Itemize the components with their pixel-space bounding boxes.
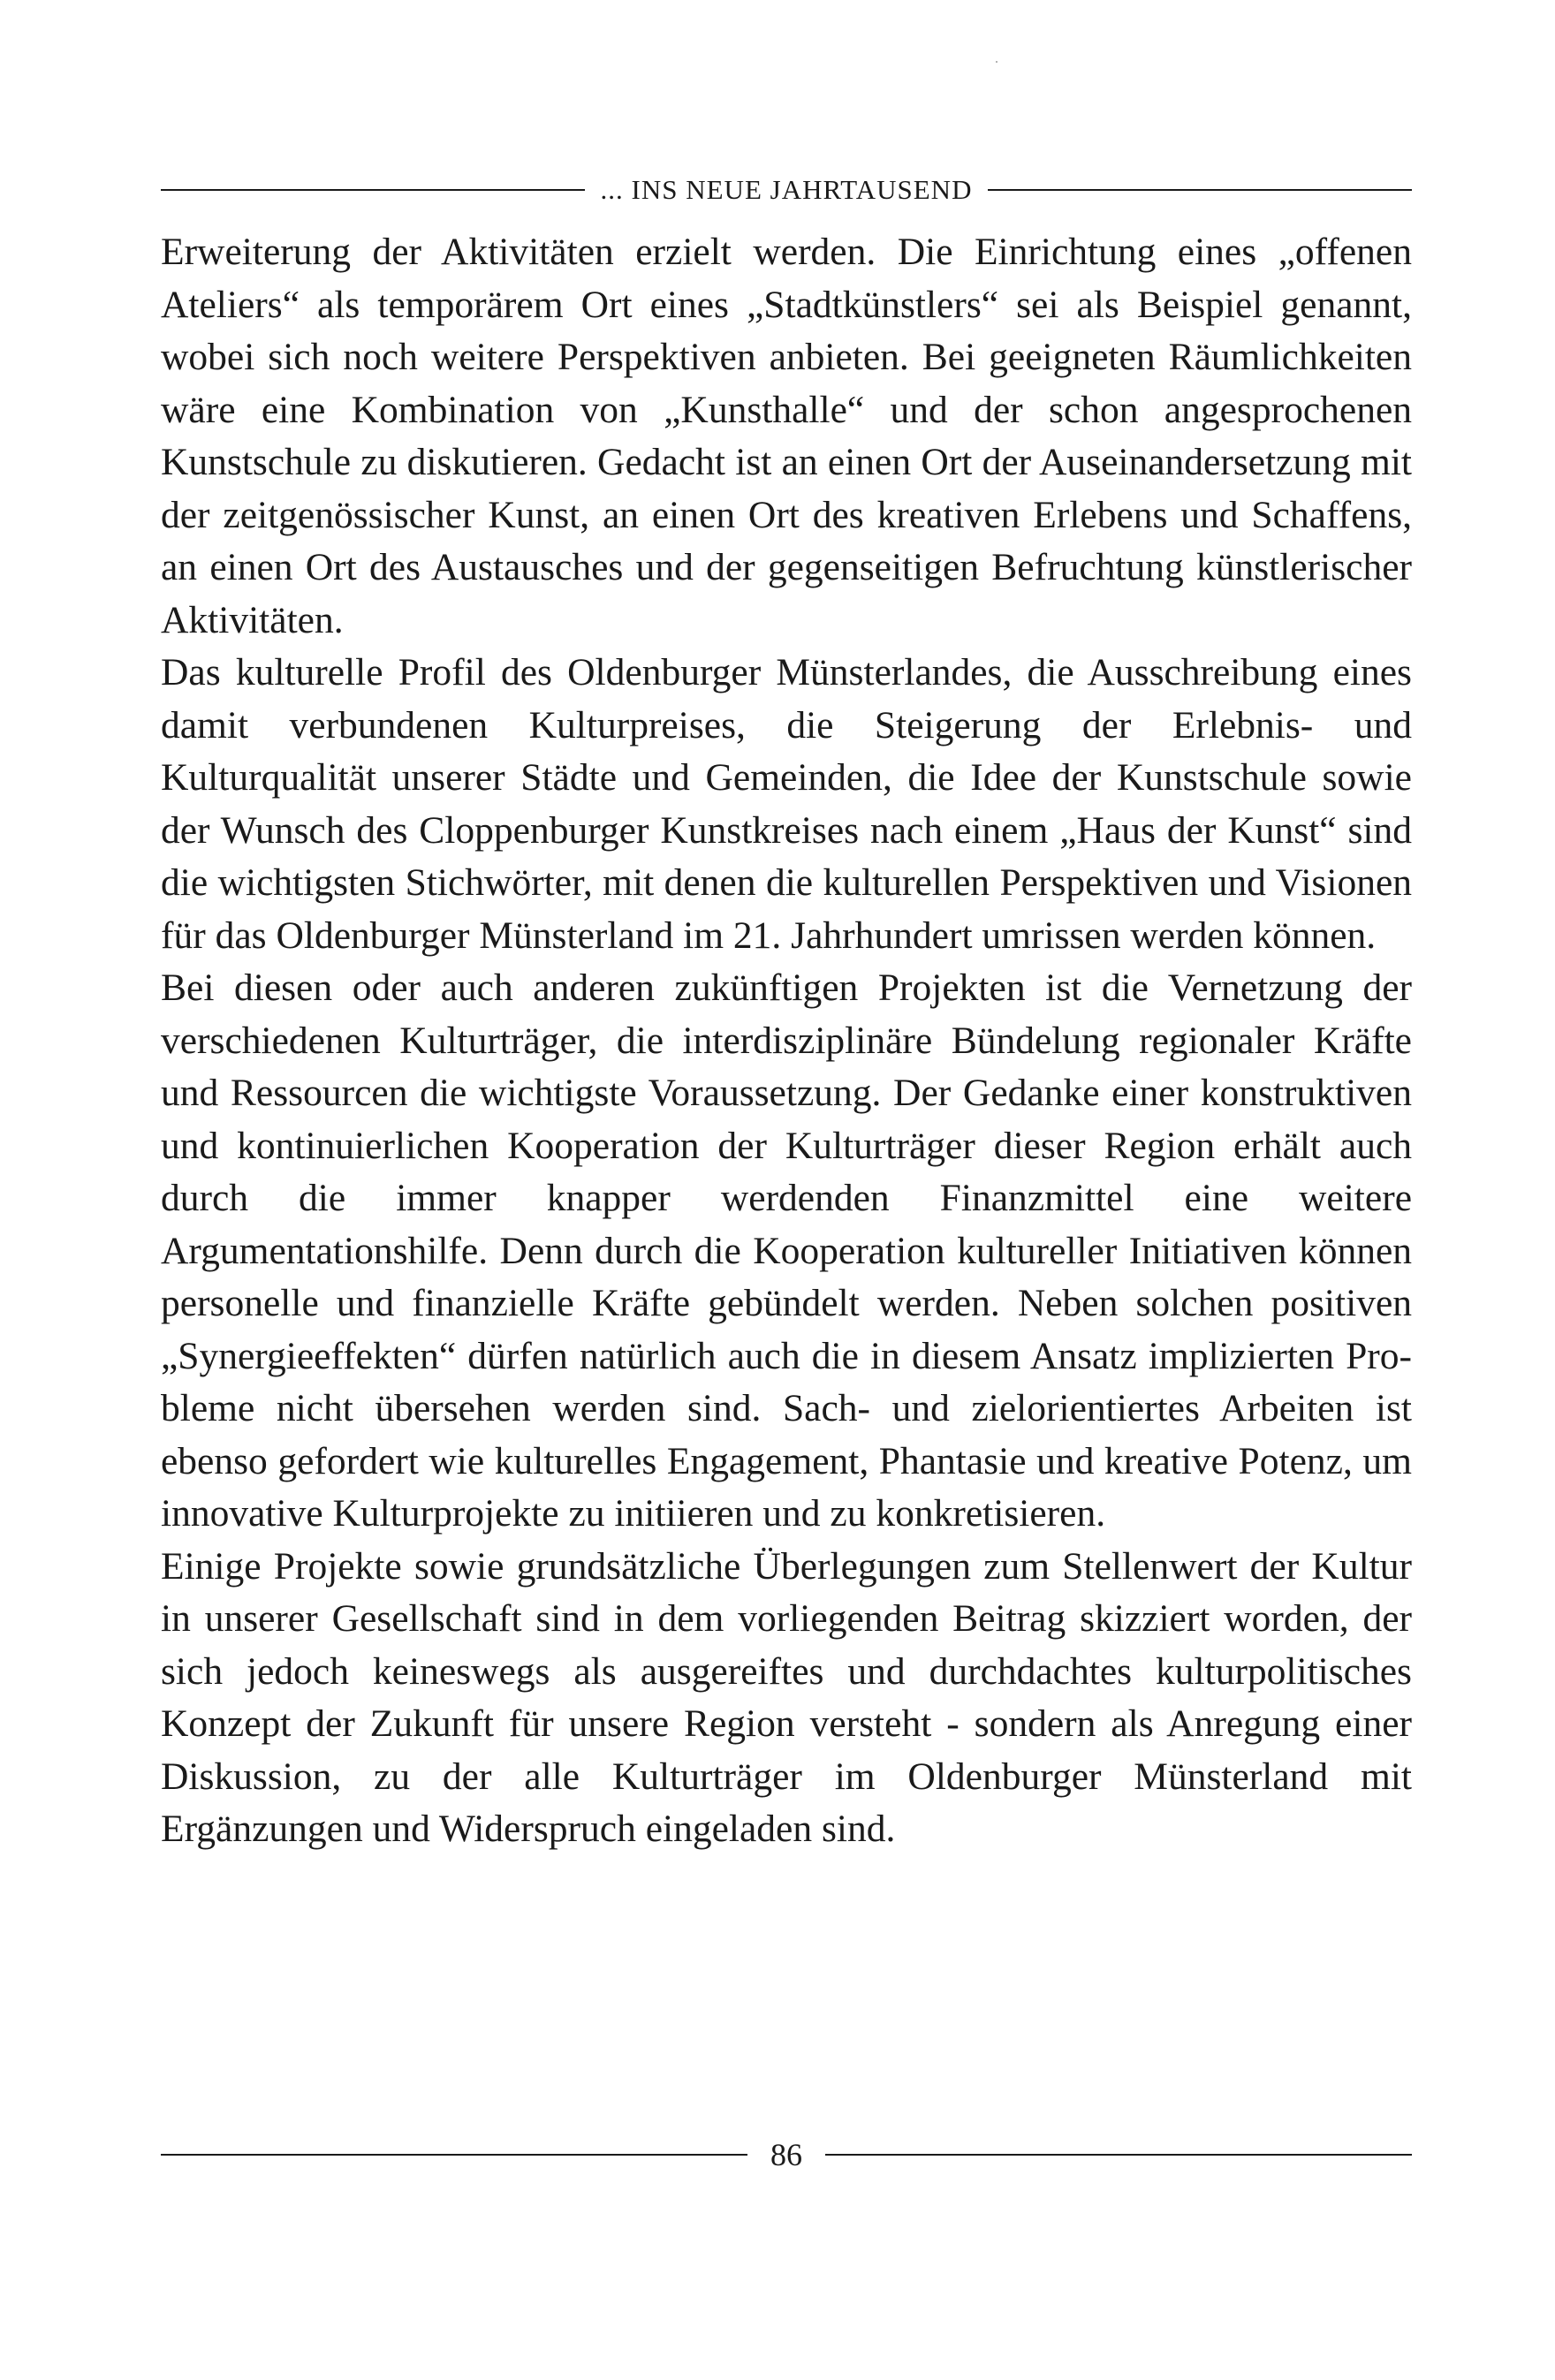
paragraph-3: Bei diesen oder auch anderen zukünftigen Projekten ist die Vernetzung der verschiedenen Kulturträger, die interdisziplinäre Bündelung regionaler Kräfte und Ressourcen die wichtigste Voraussetzung. Der Gedanke einer konstruktiven und kontinuierlichen Kooperation der Kulturträger dieser Region erhält auch durch die immer knapper werdenden Finanzmittel eine weitere Argumentationshilfe. Denn durch die Kooperation kultureller Initiativen können personelle und finanzielle Kräfte gebündelt werden. Neben solchen positiven „Synergieeffekten“ dürfen natürlich auch die in diesem Ansatz implizierten Probleme nicht übersehen werden sind. Sach- und zielorientiertes Arbeiten ist ebenso gefordert wie kulturelles Engagement, Phantasie und kreative Potenz, um innovative Kulturprojekte zu initiieren und zu konkretisieren. xyxy=(161,966,1412,1535)
header-rule-left xyxy=(161,189,585,191)
running-header xyxy=(161,168,1412,212)
running-title: ... INS NEUE JAHRTAUSEND xyxy=(600,174,973,205)
page-footer xyxy=(161,2133,1412,2177)
page-number: 86 xyxy=(770,2137,802,2172)
footer-rule-right xyxy=(825,2154,1412,2156)
footer-rule-left xyxy=(161,2154,747,2156)
header-rule-right xyxy=(988,189,1412,191)
body-text xyxy=(161,226,1412,1856)
paragraph-4: Einige Projekte sowie grundsätzliche Überlegungen zum Stellenwert der Kultur in unserer Gesellschaft sind in dem vorliegenden Beitrag skizziert worden, der sich jedoch keineswegs als ausgereiftes und durchdachtes kulturpolitisches Konzept der Zukunft für unsere Region versteht - sondern als Anregung einer Diskussion, zu der alle Kulturträger im Oldenburger Münsterland mit Ergänzungen und Widerspruch eingeladen sind. xyxy=(161,1544,1412,1850)
paragraph-2: Das kulturelle Profil des Oldenburger Münsterlandes, die Ausschreibung eines damit verbundenen Kulturpreises, die Steigerung der Erlebnis- und Kulturqualität unserer Städte und Gemeinden, die Idee der Kunstschule sowie der Wunsch des Cloppenburger Kunstkreises nach einem „Haus der Kunst“ sind die wichtigsten Stichwörter, mit denen die kulturellen Perspektiven und Visionen für das Oldenburger Münsterland im 21. Jahrhundert umrissen werden können. xyxy=(161,651,1412,957)
scan-speck xyxy=(996,61,997,63)
paragraph-1: Erweiterung der Aktivitäten erzielt werden. Die Einrichtung eines „offenen Ateliers“ als temporärem Ort eines „Stadtkünstlers“ sei als Beispiel genannt, wobei sich noch weitere Perspektiven anbieten. Bei geeigneten Räumlichkeiten wäre eine Kombination von „Kunsthalle“ und der schon angesprochenen Kunstschule zu diskutieren. Gedacht ist an einen Ort der Auseinandersetzung mit der zeitgenössischer Kunst, an einen Ort des kreativen Erlebens und Schaffens, an einen Ort des Austausches und der gegenseitigen Befruchtung künstlerischer Aktivitäten. xyxy=(161,231,1412,641)
